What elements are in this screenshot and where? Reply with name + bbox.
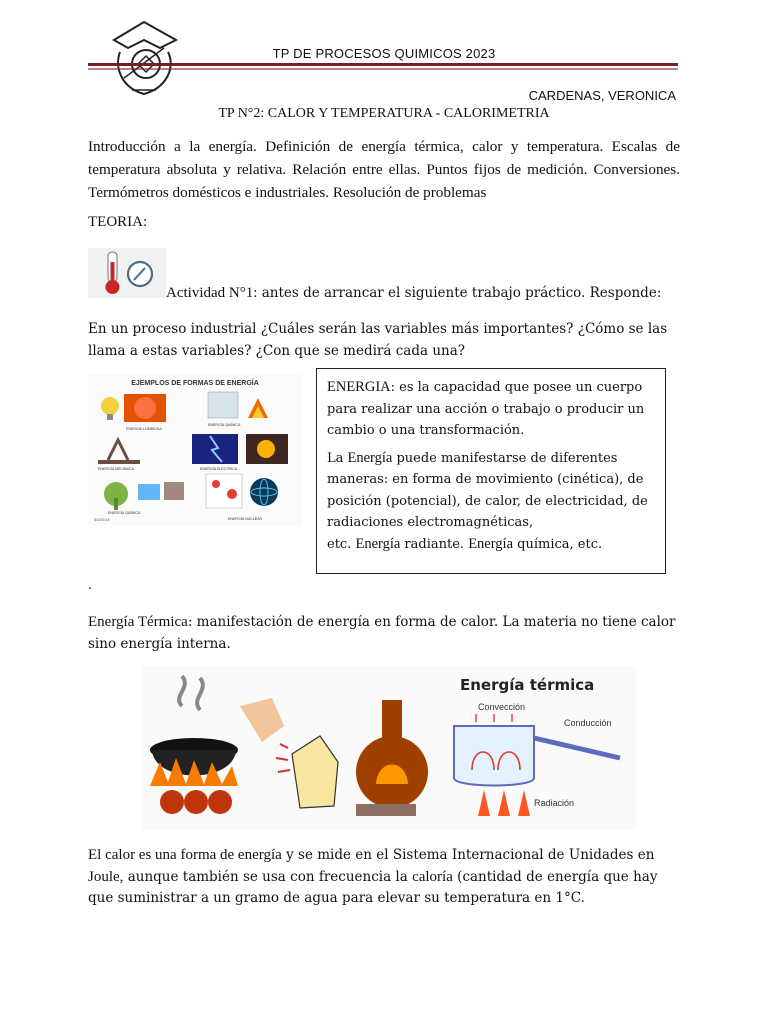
energia-definition-box <box>316 368 666 574</box>
energia-p2-text: puede manifestarse de diferentes maneras: en forma de movimiento (cinética), de posición (potencial), de calor, de electricidad, de radiaciones electromagnéticas, <box>327 450 648 530</box>
energia-p3-end: química, etc. <box>513 536 603 552</box>
intro-paragraph: Introducción a la energía. Definición de energía térmica, calor y temperatura. Escalas de temperatura absoluta y relativa. Relación entre ellas. Puntos fijos de medición. Conversiones. Termómetros domésticos e industriales. Resolución de problemas <box>88 138 680 201</box>
calor-text2: aunque también se usa con frecuencia la <box>123 868 413 885</box>
forms-caption: ENERGÍA QUÍMICA <box>108 511 141 515</box>
thermal-label-radiacion: Radiación <box>534 798 575 808</box>
author-name: CARDENAS, VERONICA <box>528 88 676 103</box>
energia-examples <box>327 534 655 556</box>
tp-title: TP N°2: CALOR Y TEMPERATURA - CALORIMETRIA <box>218 106 550 121</box>
forms-caption: ENERGÍA ELÉCTRICA <box>200 467 238 471</box>
energia-p3-lead: etc. <box>327 536 356 552</box>
calor-text3: (cantidad de energía que hay que suministrar a un gramo de agua para elevar su temperatura en 1°C. <box>88 868 658 906</box>
energia-p2-term: Energía <box>347 449 393 466</box>
termica-term: Energía Térmica <box>88 614 188 630</box>
forms-image-date: 30/23/14 <box>94 517 110 522</box>
calor-paragraph <box>88 845 680 910</box>
energia-definition <box>327 377 655 442</box>
stray-dot: . <box>88 578 93 593</box>
calor-term2: Joule, <box>88 868 124 885</box>
activity-text: antes de arrancar el siguiente trabajo práctico. Responde: <box>257 285 662 301</box>
activity-line <box>166 285 661 302</box>
forms-caption: ENERGÍA LUMINOSA <box>126 427 162 431</box>
thermal-label-conduccion: Conducción <box>564 718 612 728</box>
energia-forms-paragraph <box>327 448 655 534</box>
forms-caption: ENERGÍA MECÁNICA <box>98 467 134 471</box>
energia-p3-term2: Energía <box>468 535 514 552</box>
header-rule <box>88 63 678 66</box>
forms-caption: ENERGÍA QUÍMICA <box>208 423 241 427</box>
header-title: TP DE PROCESOS QUIMICOS 2023 <box>272 46 496 61</box>
teoria-heading: TEORIA: <box>88 214 148 230</box>
calor-term3: caloría <box>412 868 453 885</box>
energia-p3-term1: Energía <box>355 535 401 552</box>
termica-paragraph <box>88 611 680 655</box>
energy-forms-image <box>88 374 302 526</box>
thermometer-icon <box>88 248 166 298</box>
thermal-label-conveccion: Convección <box>478 702 526 712</box>
termica-text: : manifestación de energía en forma de calor. La materia no tiene calor sino energía interna. <box>88 614 676 652</box>
forms-image-title: EJEMPLOS DE FORMAS DE ENERGÍA <box>131 380 259 387</box>
energia-p3-mid: radiante. <box>400 536 469 552</box>
energia-p2-lead: La <box>327 450 348 466</box>
energia-term: ENERGIA <box>327 379 391 395</box>
thermal-image-title: Energía térmica <box>460 676 595 694</box>
activity-label: Actividad N°1: <box>166 285 258 301</box>
calor-text1: y se mide en el Sistema Internacional de Unidades en <box>281 847 655 863</box>
forms-caption: ENERGÍA NUCLEAR <box>228 517 263 521</box>
thermal-energy-image <box>142 666 636 830</box>
calor-term1: El calor es una forma de energía <box>88 847 282 863</box>
energia-definition-text: : es la capacidad que posee un cuerpo para realizar una acción o trabajo o producir un cambio o una transformación. <box>327 380 645 438</box>
header-rule-thin <box>88 68 678 70</box>
question-paragraph: En un proceso industrial ¿Cuáles serán las variables más importantes? ¿Cómo se las llama a estas variables? ¿Con que se medirá cada una? <box>88 321 668 359</box>
